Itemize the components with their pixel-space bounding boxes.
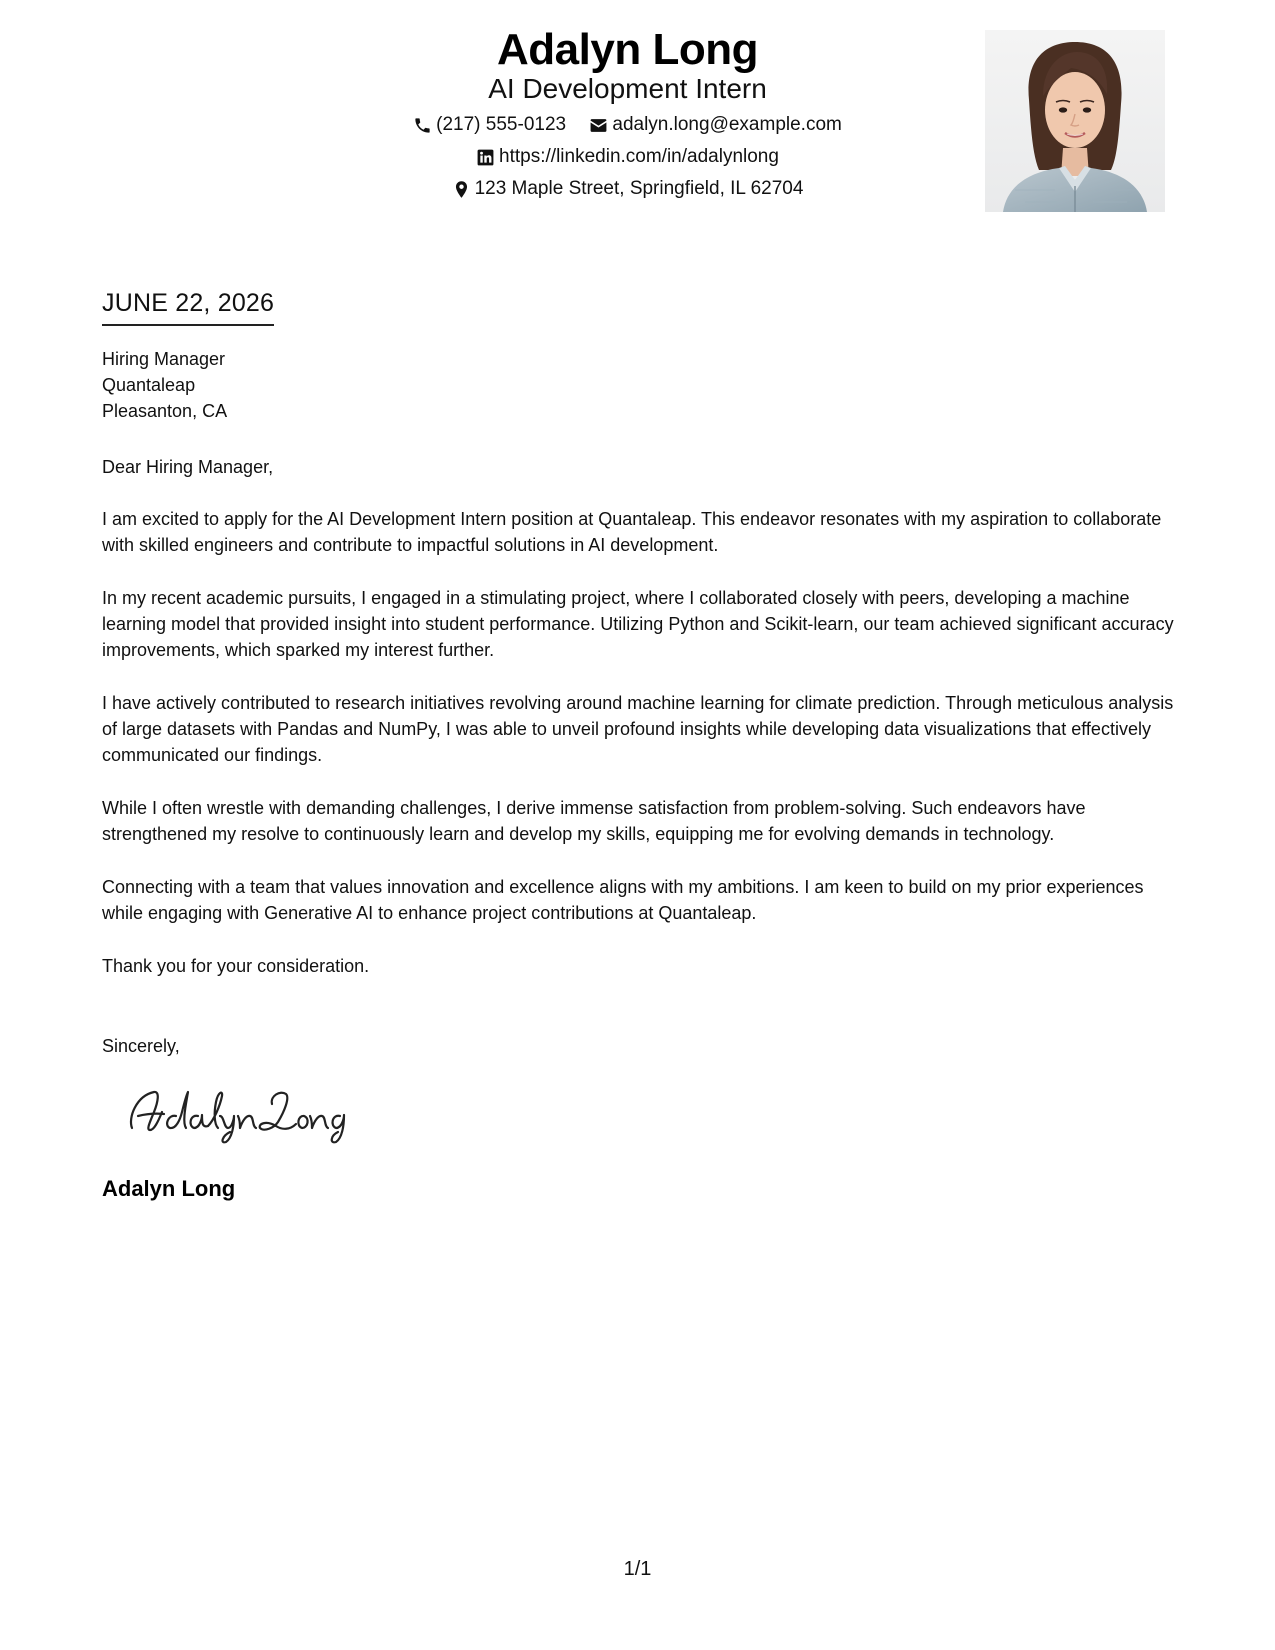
body-paragraph-2: In my recent academic pursuits, I engaged in a stimulating project, where I collaborated closely with peers, developing a machine learning model that provided insight into student performance. Utilizing Python and Scikit-learn, our team achieved significant accuracy improvements, which sparked my interest further. [102, 588, 1174, 660]
phone-text: (217) 555-0123 [436, 114, 567, 135]
applicant-name: Adalyn Long [497, 25, 758, 74]
map-pin-icon [452, 180, 471, 199]
envelope-icon [589, 116, 608, 135]
recipient-location: Pleasanton, CA [102, 401, 228, 421]
signer-name: Adalyn Long [102, 1176, 236, 1201]
body-paragraph-3: I have actively contributed to research initiatives revolving around machine learning for climate prediction. Through meticulous analysis of large datasets with Pandas and NumPy, I was able to unveil profound insights while developing data visualizations that effectively communicated our findings. [102, 693, 1174, 765]
letter-date: JUNE 22, 2026 [102, 288, 274, 326]
contact-address [452, 176, 804, 202]
closing-thanks: Thank you for your consideration. [102, 956, 370, 976]
portrait-image [985, 30, 1165, 212]
body-paragraph-4: While I often wrestle with demanding challenges, I derive immense satisfaction from problem-solving. Such endeavors have strengthened my resolve to continuously learn and develop my skills, equipping me for evolving demands in technology. [102, 798, 1086, 844]
applicant-photo [985, 30, 1165, 212]
linkedin-icon [476, 148, 495, 167]
handwritten-signature [124, 1082, 354, 1146]
recipient-title: Hiring Manager [102, 349, 226, 369]
body-paragraph-1: I am excited to apply for the AI Development Intern position at Quantaleap. This endeavor resonates with my aspiration to collaborate with skilled engineers and contribute to impactful solutions in AI development. [102, 509, 1162, 555]
applicant-role: AI Development Intern [488, 73, 767, 104]
contact-linkedin[interactable] [476, 144, 779, 170]
contact-phone [413, 112, 566, 138]
email-text[interactable]: adalyn.long@example.com [612, 114, 842, 135]
body-paragraph-5: Connecting with a team that values innovation and excellence aligns with my ambitions. I am keen to build on my prior experiences while engaging with Generative AI to enhance project contributions at Quantaleap. [102, 877, 1144, 923]
salutation: Dear Hiring Manager, [102, 457, 274, 477]
address-text: 123 Maple Street, Springfield, IL 62704 [474, 178, 804, 199]
sign-off: Sincerely, [102, 1036, 180, 1056]
linkedin-text[interactable]: https://linkedin.com/in/adalynlong [499, 146, 779, 167]
signature-image [124, 1082, 354, 1146]
recipient-company: Quantaleap [102, 375, 196, 395]
page-number: 1/1 [623, 1558, 652, 1580]
phone-icon [413, 116, 432, 135]
recipient-block [102, 346, 227, 424]
contact-email[interactable] [589, 112, 841, 138]
letter-header [0, 0, 1275, 230]
